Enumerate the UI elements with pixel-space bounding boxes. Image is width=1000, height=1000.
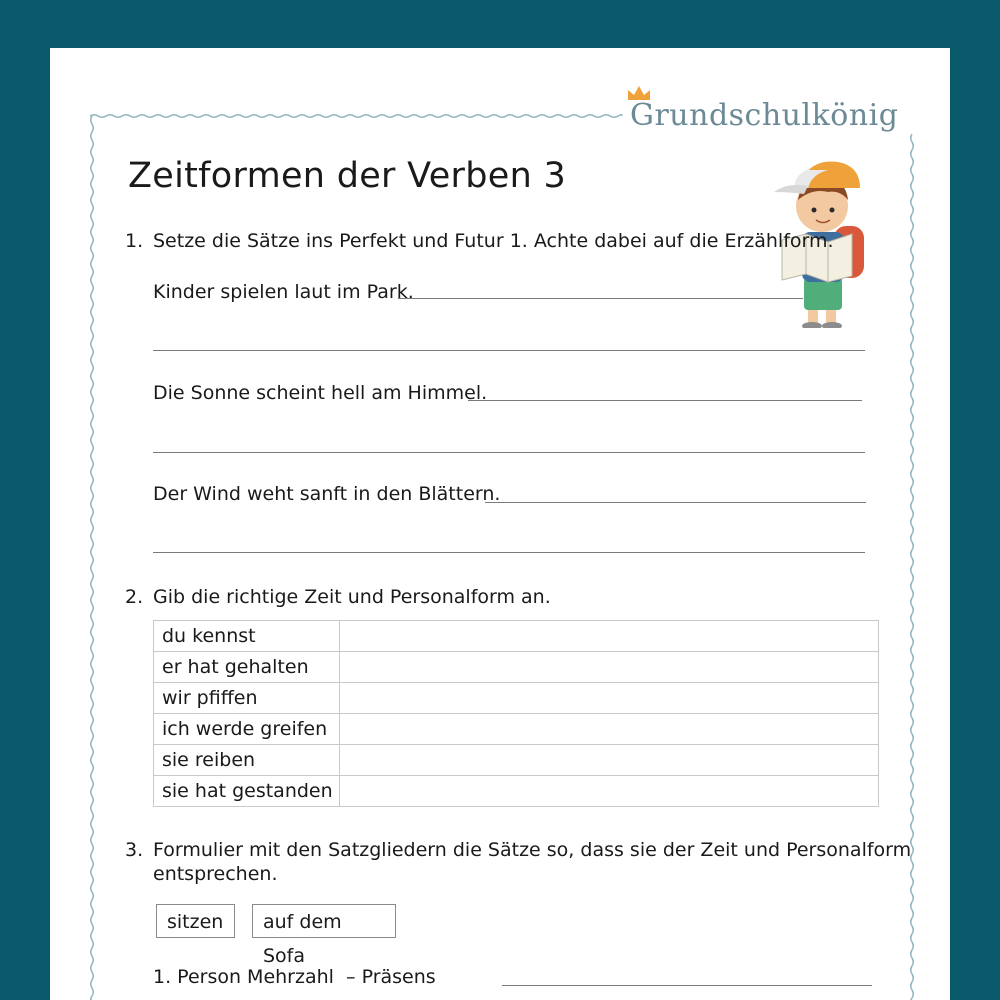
answer-line[interactable] [153, 552, 865, 553]
task-1-sentence-3: Der Wind weht sanft in den Blättern. [153, 483, 501, 505]
task-3-instruction [125, 838, 911, 886]
task-3-text-line-1: Formulier mit den Satzgliedern die Sätze so, dass sie der Zeit und Personalform [153, 839, 912, 861]
answer-line[interactable] [485, 502, 866, 503]
answer-line[interactable] [398, 298, 803, 299]
worksheet [50, 48, 950, 1000]
task-1-text: Setze die Sätze ins Perfekt und Futur 1. Achte dabei auf die Erzählform. [153, 230, 834, 252]
answer-cell[interactable] [340, 714, 879, 745]
page-title: Zeitformen der Verben 3 [128, 156, 567, 196]
verb-cell: sie reiben [154, 745, 340, 776]
table-row [154, 621, 879, 652]
answer-cell[interactable] [340, 776, 879, 807]
answer-line[interactable] [502, 985, 872, 986]
phrase-chip: sitzen [156, 904, 235, 938]
brand-logo: Grundschulkönig [630, 98, 899, 133]
answer-line[interactable] [153, 452, 865, 453]
table-row [154, 714, 879, 745]
answer-cell[interactable] [340, 745, 879, 776]
verb-cell: er hat gehalten [154, 652, 340, 683]
verb-cell: sie hat gestanden [154, 776, 340, 807]
person-tense-label [153, 966, 436, 988]
task-3-text-line-2: entsprechen. [153, 863, 278, 885]
verb-cell: wir pfiffen [154, 683, 340, 714]
task-2-text: Gib die richtige Zeit und Personalform an. [153, 586, 551, 608]
table-row [154, 776, 879, 807]
task-2-number: 2. [125, 586, 144, 608]
tense-label: – Präsens [346, 966, 436, 988]
answer-cell[interactable] [340, 683, 879, 714]
table-row [154, 745, 879, 776]
answer-cell[interactable] [340, 621, 879, 652]
task-1-sentence-2: Die Sonne scheint hell am Himmel. [153, 382, 488, 404]
task-1-number: 1. [125, 230, 144, 252]
verb-cell: du kennst [154, 621, 340, 652]
table-row [154, 683, 879, 714]
table-row [154, 652, 879, 683]
verb-table [153, 620, 879, 807]
task-1-sentence-1: Kinder spielen laut im Park. [153, 281, 414, 303]
phrase-chip: auf dem Sofa [252, 904, 396, 938]
task-1-instruction [125, 229, 834, 253]
person-label: 1. Person Mehrzahl [153, 966, 334, 988]
verb-cell: ich werde greifen [154, 714, 340, 745]
answer-line[interactable] [468, 400, 862, 401]
task-3-number: 3. [125, 839, 144, 861]
answer-cell[interactable] [340, 652, 879, 683]
answer-line[interactable] [153, 350, 865, 351]
task-2-instruction [125, 585, 551, 609]
